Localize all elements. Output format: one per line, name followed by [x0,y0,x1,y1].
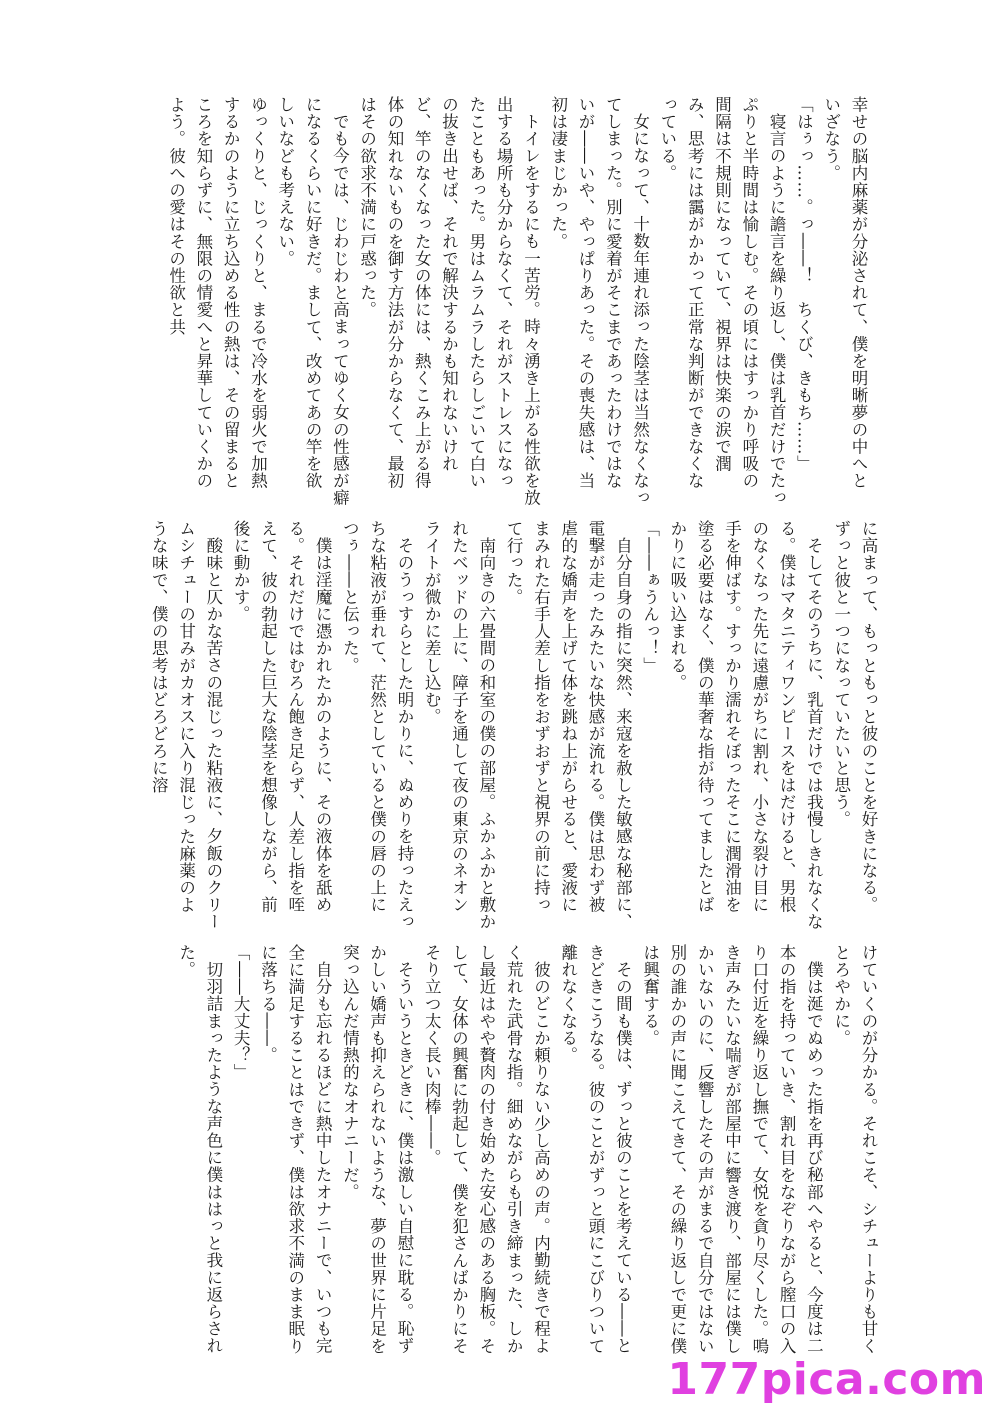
paragraph: 寝言のように譫言を繰り返し、僕は乳首だけでたっぷりと半時間は愉しむ。その頃にはすっかり呼吸の間隔は不規則になっていて、視界は快楽の涙で潤み、思考には靄がかかって正常な判断ができなくなっている。 [657,96,787,506]
site-watermark: 177pica.com [667,1354,986,1405]
text-tier-top [148,96,872,506]
paragraph: 酸味と仄かな苦さの混じった粘液に、夕飯のクリームシチューの甘みがカオスに入り混じった麻薬のような味で、僕の思考はどろどろに溶 [149,520,223,930]
paragraph: けていくのが分かる。それこそ、シチューよりも甘くとろやかに。 [831,944,878,1355]
paragraph: そのうっすらとした明かりに、ぬめりを持ったえっちな粘液が垂れて、茫然としていると僕の唇の上につぅ――と伝った。 [340,520,414,930]
paragraph: 僕は淫魔に憑かれたかのように、その液体を舐める。それだけではむろん飽き足らず、人差し指を咥えて、彼の勃起した巨大な陰茎を想像しながら、前後に動かす。 [231,520,333,914]
paragraph: そういうときどきに、僕は激しい自慰に耽る。恥ずかしい嬌声も抑えられないような、夢の世界に片足を突っ込んだ情熱的なオナニーだ。 [340,944,414,1355]
paragraph: 自分も忘れるほどに熱中したオナニーで、いつも完全に満足することはできず、僕は欲求不満のまま眠りに落ちる――。 [258,944,333,1355]
paragraph: 僕は涎でぬめった指を再び秘部へやると、今度は二本の指を持っていき、割れ目をなぞりながら膣口の入り口付近を繰り返し撫でて、女悦を貪り尽くした。鳴き声みたいな喘ぎが部屋中に響き渡り、部屋には僕しかいないのに、反響したその声がまるで自分ではない別の誰かの声に聞こえてきて、その繰り返しで更に僕は興奮する。 [640,944,824,1355]
paragraph: 女になって、十数年連れ添った陰茎は当然なくなってしまった。別に愛着がそこまであったわけではないが――いや、やっぱりあった。その喪失感は、当初は凄まじかった。 [548,96,650,506]
paragraph: 自分自身の指に突然、来寇を赦した敏感な秘部に、電撃が走ったみたいな快感が流れる。僕は思わず被虐的な嬌声を上げて体を跳ね上がらせると、愛液にまみれた右手人差し指をおずおずと視界の前に持って行った。 [504,520,633,930]
paragraph: トイレをするにも一苦労。時々湧き上がる性欲を放出する場所も分からなくて、それがストレスになったこともあった。男はムラムラしたらしごいて白いの抜き出せば、それで解決するかも知れないけれど、竿のなくなった女の体には、熱くこみ上がる得体の知れないものを御す方法が分からなくて、最初はその欲求不満に戸惑った。 [357,96,541,506]
paragraph: に高まって、もっともっと彼のことを好きになる。ずっと彼と一つになっていたいと思う。 [831,520,878,914]
paragraph: 南向きの六畳間の和室の僕の部屋。ふかふかと敷かれたベッドの上に、障子を通して夜の東京のネオンライトが微かに差し込む。 [422,520,496,930]
text-tier-middle [149,520,882,930]
paragraph: 「――大丈夫？」 [231,944,251,1081]
paragraph: でも今では、じわじわと高まってゆく女の性感が癖になるくらいに好きだ。まして、改めてあの竿を欲しいなども考えない。 [275,96,350,506]
paragraph: その間も僕は、ずっと彼のことを考えている――ときどきこうなる。彼のことがずっと頭にこびりついて離れなくなる。 [558,944,633,1355]
paragraph: 「――ぁうんっ！」 [640,520,660,674]
paragraph: 幸せの脳内麻薬が分泌されて、僕を明晰夢の中へといざなう。 [821,96,868,490]
text-tier-bottom [152,944,882,1356]
paragraph: 切羽詰まったような声色に僕ははっと我に返らされた。 [176,944,223,1354]
paragraph: そしてそのうちに、乳首だけでは我慢しきれなくなる。僕はマタニティワンピースをはだけると、男根のなくなった先に遠慮がちに割れ、小さな裂け目に手を伸ばす。すっかり濡れそぼったそこに潤滑油を塗る必要はなく、僕の華奢な指が待ってましたとばかりに吸い込まれる。 [667,520,824,930]
paragraph: 「はぅっ……。っ――！ ちくび、きもち……」 [794,96,814,473]
paragraph: 彼のどこか頼りない少し高めの声。内勤続きで程よく荒れた武骨な指。細めながらも引き締まった、しかし最近はやや贅肉の付き始めた安心感のある胸板。そして、女体の興奮に勃起して、僕を犯さんばかりにそそり立つ太く長い肉棒――。 [422,944,551,1355]
paragraph: ゆっくりと、じっくりと、まるで冷水を弱火で加熱するかのように立ち込める性の熱は、その留まるところを知らずに、無限の情愛へと昇華していくかのよう。彼への愛はその性欲と共 [166,96,268,490]
